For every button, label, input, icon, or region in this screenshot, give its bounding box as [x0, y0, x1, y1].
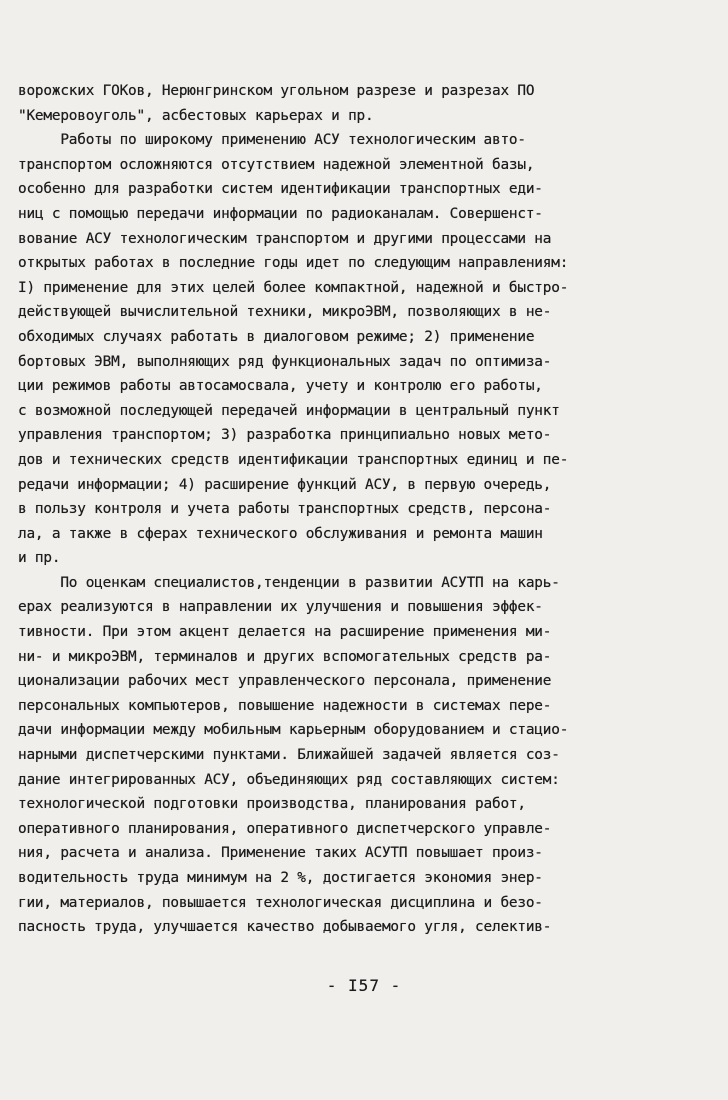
text-line: дов и технических средств идентификации транспортных единиц и пе-	[18, 451, 569, 468]
text-line: ния, расчета и анализа. Применение таких АСУТП повышает произ-	[18, 845, 543, 862]
text-line: и пр.	[18, 550, 61, 567]
text-line: персональных компьютеров, повышение надежности в системах пере-	[18, 697, 552, 714]
text-line: нарными диспетчерскими пунктами. Ближайшей задачей является соз-	[18, 747, 560, 764]
text-line: пасность труда, улучшается качество добываемого угля, селектив-	[18, 919, 552, 936]
text-line: водительность труда минимум на 2 %, достигается экономия энер-	[18, 870, 543, 886]
text-line: технологической подготовки производства, планирования работ,	[18, 796, 526, 813]
text-line: редачи информации; 4) расширение функций АСУ, в первую очередь,	[18, 476, 552, 493]
text-line: особенно для разработки систем идентификации транспортных еди-	[18, 181, 543, 198]
text-line: в пользу контроля и учета работы транспортных средств, персона-	[18, 501, 552, 518]
text-line: ни- и микроЭВМ, терминалов и других вспомогательных средств ра-	[18, 648, 552, 665]
text-line: оперативного планирования, оперативного диспетчерского управле-	[18, 820, 552, 837]
text-line: вование АСУ технологическим транспортом и другими процессами на	[18, 230, 552, 247]
text-line: ции режимов работы автосамосвала, учету и контролю его работы,	[18, 378, 543, 395]
text-line: бортовых ЭВМ, выполняющих ряд функциональных задач по оптимиза-	[18, 353, 552, 370]
page-number: - I57 -	[326, 976, 402, 995]
text-line: По оценкам специалистов,тенденции в развитии АСУТП на карь-	[18, 574, 560, 591]
text-line: дание интегрированных АСУ, объединяющих ряд составляющих систем:	[18, 771, 560, 788]
text-line: с возможной последующей передачей информации в центральный пункт	[18, 402, 560, 419]
text-line: открытых работах в последние годы идет по следующим направлениям:	[18, 255, 569, 272]
text-line: Работы по широкому применению АСУ технологическим авто-	[18, 132, 526, 149]
text-line: транспортом осложняются отсутствием надежной элементной базы,	[18, 156, 535, 173]
text-line: ционализации рабочих мест управленческого персонала, применение	[18, 673, 552, 690]
body-text	[18, 79, 678, 940]
text-line: ниц с помощью передачи информации по радиоканалам. Совершенст-	[18, 205, 543, 222]
text-line: ерах реализуются в направлении их улучшения и повышения эффек-	[18, 599, 543, 616]
text-line: ла, а также в сферах технического обслуживания и ремонта машин	[18, 525, 543, 542]
text-line: гии, материалов, повышается технологическая дисциплина и безо-	[18, 894, 543, 911]
text-line: дачи информации между мобильным карьерным оборудованием и стацио-	[18, 722, 569, 739]
text-line: управления транспортом; 3) разработка принципиально новых мето-	[18, 427, 552, 444]
text-line: ворожских ГОКов, Нерюнгринском угольном разрезе и разрезах ПО	[18, 83, 535, 99]
text-line: "Кемеровоуголь", асбестовых карьерах и пр.	[18, 107, 374, 124]
text-line: действующей вычислительной техники, микроЭВМ, позволяющих в не-	[18, 304, 552, 321]
text-line: обходимых случаях работать в диалоговом режиме; 2) применение	[18, 328, 535, 345]
text-line: I) применение для этих целей более компактной, надежной и быстро-	[18, 279, 569, 296]
text-line: тивности. При этом акцент делается на расширение применения ми-	[18, 624, 552, 641]
